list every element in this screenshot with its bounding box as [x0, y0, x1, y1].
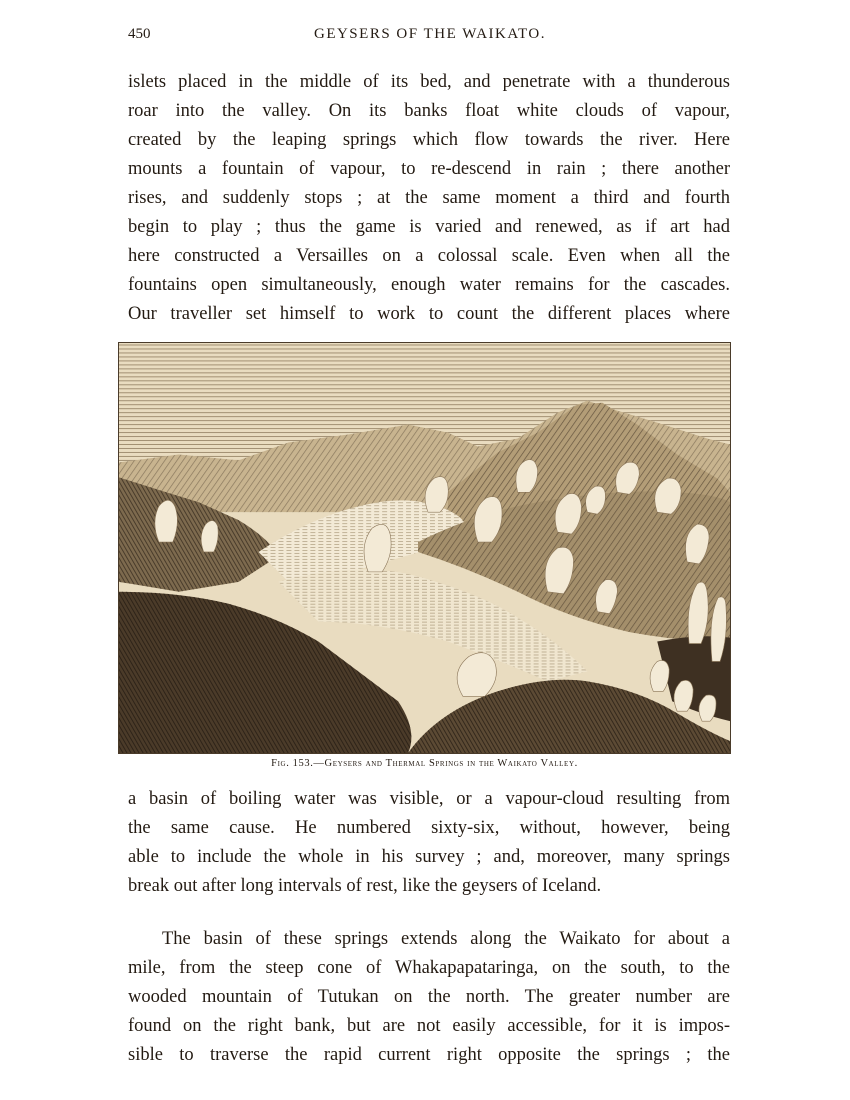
text-line: able to include the whole in his survey ; and, moreover, many springs [128, 847, 730, 867]
text-line: found on the right bank, but are not easily accessible, for it is impos- [128, 1016, 730, 1036]
running-title: GEYSERS OF THE WAIKATO. [313, 26, 547, 42]
text-line: roar into the valley. On its banks float white clouds of vapour, [128, 101, 730, 121]
text-line: mounts a fountain of vapour, to re-descend in rain ; there another [128, 159, 730, 179]
paragraph-basin [128, 925, 730, 1070]
text-line: the same cause. He numbered sixty-six, without, however, being [128, 818, 730, 838]
text-line: islets placed in the middle of its bed, and penetrate with a thunderous [128, 72, 730, 92]
text-line: mile, from the steep cone of Whakapapataringa, on the south, to the [128, 958, 730, 978]
paragraph-continued [128, 68, 730, 329]
paragraph-after-figure [128, 785, 730, 901]
text-line: rises, and suddenly stops ; at the same moment a third and fourth [128, 188, 730, 208]
text-line: The basin of these springs extends along the Waikato for about a [162, 929, 730, 949]
text-line: Our traveller set himself to work to count the different places where [128, 304, 730, 324]
page-number: 450 [128, 26, 151, 42]
text-line: break out after long intervals of rest, like the geysers of Iceland. [128, 876, 602, 896]
text-line: begin to play ; thus the game is varied and renewed, as if art had [128, 217, 730, 237]
geyser-valley-engraving [118, 342, 731, 754]
engraving-illustration [119, 343, 730, 753]
figure-caption [118, 758, 731, 769]
text-line: sible to traverse the rapid current right opposite the springs ; the [128, 1045, 730, 1065]
text-line: created by the leaping springs which flow towards the river. Here [128, 130, 730, 150]
figure-caption-text: Fig. 153.—Geysers and Thermal Springs in the Waikato Valley. [271, 758, 578, 769]
text-line: fountains open simultaneously, enough water remains for the cascades. [128, 275, 730, 295]
text-line: here constructed a Versailles on a colossal scale. Even when all the [128, 246, 730, 266]
text-line: a basin of boiling water was visible, or a vapour-cloud resulting from [128, 789, 730, 809]
running-head [128, 22, 732, 50]
text-line: wooded mountain of Tutukan on the north. The greater number are [128, 987, 730, 1007]
